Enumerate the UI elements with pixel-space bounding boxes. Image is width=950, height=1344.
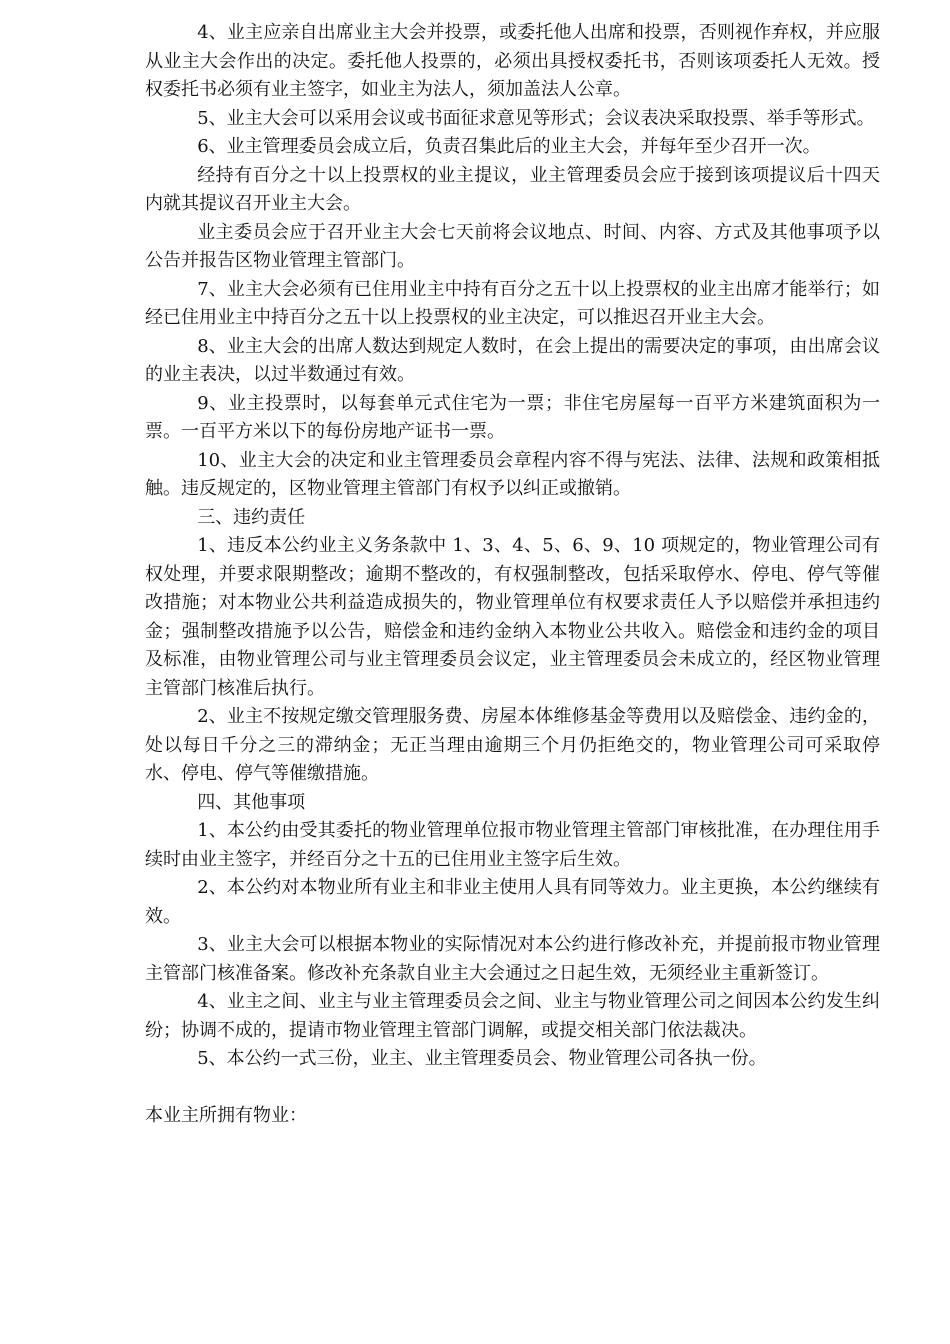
paragraph-clause-6: 6、业主管理委员会成立后，负责召集此后的业主大会，并每年至少召开一次。 bbox=[197, 136, 821, 157]
paragraph-liability-2: 2、业主不按规定缴交管理服务费、房屋本体维修基金等费用以及赔偿金、违约金的，处以每日千分之三的滞纳金；无正当理由逾期三个月仍拒绝交的，物业管理公司可采取停水、停电、停气等催缴措施。 bbox=[145, 706, 880, 784]
paragraph-clause-8: 8、业主大会的出席人数达到规定人数时，在会上提出的需要决定的事项，由出席会议的业主表决，以过半数通过有效。 bbox=[145, 335, 880, 385]
paragraph-other-2: 2、本公约对本物业所有业主和非业主使用人具有同等效力。业主更换，本公约继续有效。 bbox=[145, 877, 880, 927]
paragraph-other-3: 3、业主大会可以根据本物业的实际情况对本公约进行修改补充，并提前报市物业管理主管部门核准备案。修改补充条款自业主大会通过之日起生效，无须经业主重新签订。 bbox=[145, 934, 880, 984]
paragraph-clause-9: 9、业主投票时，以每套单元式住宅为一票；非住宅房屋每一百平方米建筑面积为一票。一百平方米以下的每份房地产证书一票。 bbox=[145, 392, 880, 442]
owner-property-label: 本业主所拥有物业： bbox=[145, 1105, 307, 1126]
blank-line bbox=[145, 1074, 880, 1103]
section-heading-other: 四、其他事项 bbox=[197, 791, 306, 813]
paragraph-other-5: 5、本公约一式三份，业主、业主管理委员会、物业管理公司各执一份。 bbox=[197, 1048, 767, 1069]
paragraph-clause-6-proposal: 经持有百分之十以上投票权的业主提议，业主管理委员会应于接到该项提议后十四天内就其提议召开业主大会。 bbox=[145, 164, 880, 214]
section-heading-liability: 三、违约责任 bbox=[197, 506, 306, 528]
paragraph-clause-10: 10、业主大会的决定和业主管理委员会章程内容不得与宪法、法律、法规和政策相抵触。违反规定的，区物业管理主管部门有权予以纠正或撤销。 bbox=[145, 449, 880, 499]
paragraph-clause-6-notice: 业主委员会应于召开业主大会七天前将会议地点、时间、内容、方式及其他事项予以公告并报告区物业管理主管部门。 bbox=[145, 221, 880, 271]
paragraph-clause-7: 7、业主大会必须有已住用业主中持有百分之五十以上投票权的业主出席才能举行；如经已住用业主中持百分之五十以上投票权的业主决定，可以推迟召开业主大会。 bbox=[145, 278, 880, 328]
paragraph-other-1: 1、本公约由受其委托的物业管理单位报市物业管理主管部门审核批准，在办理住用手续时由业主签字，并经百分之十五的已住用业主签字后生效。 bbox=[145, 820, 880, 870]
document-page bbox=[145, 19, 880, 1131]
paragraph-other-4: 4、业主之间、业主与业主管理委员会之间、业主与物业管理公司之间因本公约发生纠纷；协调不成的，提请市物业管理主管部门调解，或提交相关部门依法裁决。 bbox=[145, 991, 880, 1041]
paragraph-clause-4: 4、业主应亲自出席业主大会并投票，或委托他人出席和投票，否则视作弃权，并应服从业主大会作出的决定。委托他人投票的，必须出具授权委托书，否则该项委托人无效。授权委托书必须有业主签字，如业主为法人，须加盖法人公章。 bbox=[145, 22, 880, 100]
paragraph-clause-5: 5、业主大会可以采用会议或书面征求意见等形式；会议表决采取投票、举手等形式。 bbox=[197, 107, 875, 129]
paragraph-liability-1: 1、违反本公约业主义务条款中 1、3、4、5、6、9、10 项规定的，物业管理公司有权处理，并要求限期整改；逾期不整改的，有权强制整改，包括采取停水、停电、停气等催改措施；对本物业公共利益造成损失的，物业管理单位有权要求责任人予以赔偿并承担违约金；强制整改措施予以公告，赔偿金和违约金纳入本物业公共收入。赔偿金和违约金的项目及标准，由物业管理公司与业主管理委员会议定，业主管理委员会未成立的，经区物业管理主管部门核准后执行。 bbox=[145, 535, 880, 699]
